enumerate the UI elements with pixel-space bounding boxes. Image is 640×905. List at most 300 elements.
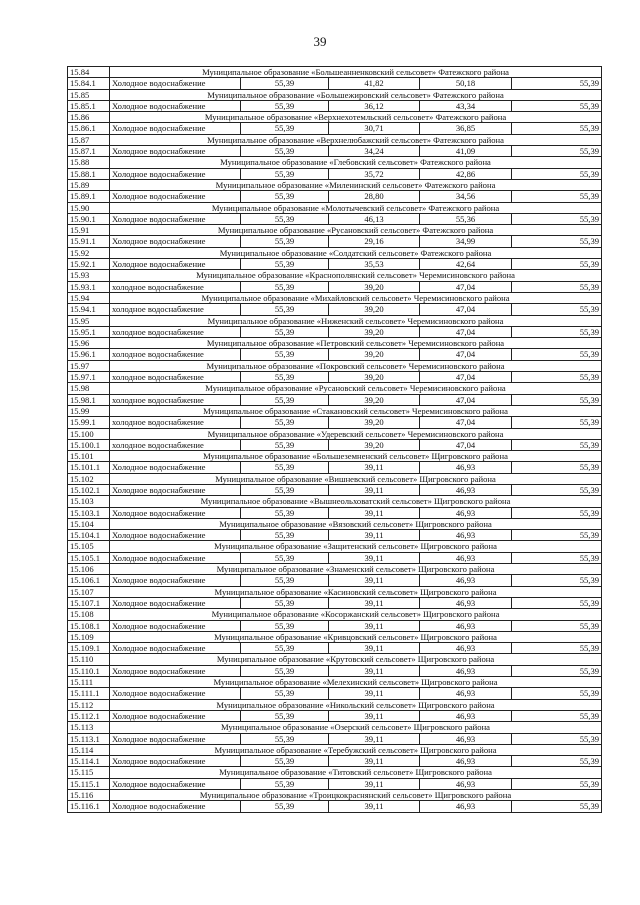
service-row [68,304,602,315]
municipality-code: 15.101 [68,451,110,462]
service-row [68,620,602,631]
service-row [68,281,602,292]
municipality-title: Муниципальное образование «Вишневский сельсовет» Щигровского района [110,473,602,484]
tariff-table [67,66,602,813]
tariff-value-3: 46,93 [420,643,512,654]
service-name: Холодное водоснабжение [110,552,241,563]
service-row [68,394,602,405]
tariff-value-4: 55,39 [512,620,602,631]
tariff-value-1: 55,39 [241,417,329,428]
municipality-code: 15.116 [68,790,110,801]
tariff-value-3: 47,04 [420,349,512,360]
tariff-value-2: 39,11 [329,620,420,631]
service-row [68,733,602,744]
municipality-row [68,405,602,416]
service-code: 15.87.1 [68,146,110,157]
tariff-value-1: 55,39 [241,191,329,202]
service-code: 15.90.1 [68,213,110,224]
municipality-title: Муниципальное образование «Никольский сельсовет» Щигровского района [110,699,602,710]
municipality-row [68,496,602,507]
municipality-code: 15.114 [68,744,110,755]
tariff-value-2: 35,53 [329,259,420,270]
tariff-value-3: 47,04 [420,326,512,337]
service-code: 15.103.1 [68,507,110,518]
service-code: 15.91.1 [68,236,110,247]
municipality-code: 15.91 [68,225,110,236]
service-row [68,439,602,450]
tariff-value-3: 46,93 [420,756,512,767]
service-row [68,349,602,360]
municipality-row [68,609,602,620]
service-name: Холодное водоснабжение [110,168,241,179]
tariff-value-1: 55,39 [241,778,329,789]
tariff-value-4: 55,39 [512,304,602,315]
service-name: холодное водоснабжение [110,326,241,337]
service-code: 15.95.1 [68,326,110,337]
municipality-code: 15.115 [68,767,110,778]
tariff-value-1: 55,39 [241,372,329,383]
tariff-value-2: 39,11 [329,756,420,767]
service-row [68,259,602,270]
tariff-value-3: 46,93 [420,620,512,631]
municipality-title: Муниципальное образование «Титовский сельсовет» Щигровского района [110,767,602,778]
tariff-value-4: 55,39 [512,123,602,134]
service-code: 15.113.1 [68,733,110,744]
service-row [68,191,602,202]
service-code: 15.94.1 [68,304,110,315]
municipality-title: Муниципальное образование «Крутовский сельсовет» Щигровского района [110,654,602,665]
tariff-value-1: 55,39 [241,146,329,157]
tariff-value-2: 39,11 [329,665,420,676]
tariff-value-2: 39,20 [329,304,420,315]
service-row [68,213,602,224]
tariff-value-4: 55,39 [512,349,602,360]
municipality-title: Муниципальное образование «Ниженский сельсовет» Черемисиновского района [110,315,602,326]
municipality-title: Муниципальное образование «Солдатский сельсовет» Фатежского района [110,247,602,258]
tariff-value-2: 39,11 [329,484,420,495]
tariff-value-2: 39,20 [329,349,420,360]
tariff-value-4: 55,39 [512,394,602,405]
municipality-row [68,292,602,303]
municipality-title: Муниципальное образование «Стакановский сельсовет» Черемисиновского района [110,405,602,416]
tariff-value-2: 39,20 [329,281,420,292]
municipality-row [68,315,602,326]
service-name: Холодное водоснабжение [110,507,241,518]
municipality-title: Муниципальное образование «Троицкокраснянский сельсовет» Щигровского района [110,790,602,801]
municipality-title: Муниципальное образование «Петровский сельсовет» Черемисиновского района [110,338,602,349]
service-name: Холодное водоснабжение [110,484,241,495]
tariff-value-3: 46,93 [420,665,512,676]
service-code: 15.92.1 [68,259,110,270]
municipality-title: Муниципальное образование «Верхнехотемльский сельсовет» Фатежского района [110,112,602,123]
tariff-value-2: 39,20 [329,394,420,405]
service-name: Холодное водоснабжение [110,801,241,812]
municipality-row [68,767,602,778]
service-code: 15.116.1 [68,801,110,812]
service-code: 15.96.1 [68,349,110,360]
tariff-value-2: 39,11 [329,733,420,744]
municipality-title: Муниципальное образование «Михайловский сельсовет» Черемисиновского района [110,292,602,303]
municipality-title: Муниципальное образование «Озерский сельсовет» Щигровского района [110,722,602,733]
tariff-value-2: 34,24 [329,146,420,157]
municipality-code: 15.102 [68,473,110,484]
service-name: холодное водоснабжение [110,417,241,428]
municipality-code: 15.113 [68,722,110,733]
tariff-value-2: 39,11 [329,507,420,518]
municipality-row [68,790,602,801]
tariff-value-2: 28,80 [329,191,420,202]
municipality-code: 15.85 [68,89,110,100]
municipality-row [68,744,602,755]
tariff-value-2: 39,11 [329,552,420,563]
service-name: холодное водоснабжение [110,372,241,383]
service-row [68,665,602,676]
tariff-value-2: 39,11 [329,462,420,473]
tariff-value-4: 55,39 [512,552,602,563]
service-name: Холодное водоснабжение [110,778,241,789]
service-name: Холодное водоснабжение [110,733,241,744]
tariff-value-2: 39,11 [329,801,420,812]
municipality-title: Муниципальное образование «Молотычевский сельсовет» Фатежского района [110,202,602,213]
service-code: 15.93.1 [68,281,110,292]
tariff-value-1: 55,39 [241,620,329,631]
tariff-value-4: 55,39 [512,372,602,383]
tariff-value-3: 43,34 [420,100,512,111]
municipality-title: Муниципальное образование «Кривцовский сельсовет» Щигровского района [110,631,602,642]
tariff-value-3: 36,85 [420,123,512,134]
service-row [68,78,602,89]
service-code: 15.100.1 [68,439,110,450]
municipality-row [68,338,602,349]
service-code: 15.108.1 [68,620,110,631]
tariff-value-2: 35,72 [329,168,420,179]
municipality-code: 15.96 [68,338,110,349]
tariff-value-1: 55,39 [241,801,329,812]
service-name: Холодное водоснабжение [110,665,241,676]
service-name: Холодное водоснабжение [110,462,241,473]
tariff-value-3: 42,86 [420,168,512,179]
tariff-value-1: 55,39 [241,439,329,450]
tariff-value-2: 36,12 [329,100,420,111]
municipality-code: 15.93 [68,270,110,281]
municipality-code: 15.95 [68,315,110,326]
municipality-row [68,179,602,190]
service-row [68,123,602,134]
municipality-title: Муниципальное образование «Русановский сельсовет» Фатежского района [110,225,602,236]
municipality-title: Муниципальное образование «Большежировский сельсовет» Фатежского района [110,89,602,100]
service-name: Холодное водоснабжение [110,756,241,767]
tariff-value-3: 46,93 [420,597,512,608]
municipality-code: 15.92 [68,247,110,258]
tariff-value-3: 47,04 [420,394,512,405]
tariff-value-2: 39,11 [329,597,420,608]
tariff-value-2: 30,71 [329,123,420,134]
tariff-value-3: 46,93 [420,710,512,721]
service-row [68,778,602,789]
municipality-row [68,699,602,710]
tariff-value-3: 46,93 [420,462,512,473]
service-code: 15.112.1 [68,710,110,721]
municipality-code: 15.106 [68,564,110,575]
municipality-row [68,247,602,258]
tariff-value-3: 46,93 [420,778,512,789]
service-row [68,575,602,586]
tariff-value-4: 55,39 [512,168,602,179]
municipality-code: 15.98 [68,383,110,394]
tariff-value-4: 55,39 [512,756,602,767]
service-code: 15.107.1 [68,597,110,608]
service-name: Холодное водоснабжение [110,259,241,270]
municipality-code: 15.110 [68,654,110,665]
tariff-value-3: 47,04 [420,439,512,450]
municipality-code: 15.108 [68,609,110,620]
tariff-value-1: 55,39 [241,575,329,586]
municipality-row [68,654,602,665]
tariff-value-2: 39,20 [329,372,420,383]
tariff-value-3: 41,09 [420,146,512,157]
tariff-value-4: 55,39 [512,439,602,450]
tariff-value-3: 50,18 [420,78,512,89]
service-name: Холодное водоснабжение [110,530,241,541]
municipality-row [68,631,602,642]
tariff-value-3: 47,04 [420,372,512,383]
tariff-value-2: 29,16 [329,236,420,247]
municipality-row [68,383,602,394]
tariff-value-4: 55,39 [512,575,602,586]
tariff-value-3: 46,93 [420,507,512,518]
service-row [68,462,602,473]
service-code: 15.98.1 [68,394,110,405]
tariff-value-1: 55,39 [241,281,329,292]
service-row [68,710,602,721]
tariff-value-4: 55,39 [512,236,602,247]
tariff-value-4: 55,39 [512,100,602,111]
tariff-value-4: 55,39 [512,665,602,676]
municipality-row [68,586,602,597]
tariff-value-2: 39,20 [329,326,420,337]
service-name: Холодное водоснабжение [110,575,241,586]
service-code: 15.104.1 [68,530,110,541]
tariff-value-4: 55,39 [512,801,602,812]
service-name: холодное водоснабжение [110,394,241,405]
municipality-row [68,89,602,100]
municipality-row [68,473,602,484]
tariff-value-1: 55,39 [241,259,329,270]
tariff-value-1: 55,39 [241,733,329,744]
municipality-row [68,518,602,529]
tariff-value-1: 55,39 [241,688,329,699]
service-name: Холодное водоснабжение [110,597,241,608]
municipality-row [68,202,602,213]
service-row [68,643,602,654]
tariff-value-1: 55,39 [241,462,329,473]
service-name: холодное водоснабжение [110,439,241,450]
municipality-title: Муниципальное образование «Большеземненский сельсовет» Щигровского района [110,451,602,462]
tariff-value-1: 55,39 [241,710,329,721]
tariff-value-1: 55,39 [241,100,329,111]
municipality-title: Муниципальное образование «Теребужский сельсовет» Щигровского района [110,744,602,755]
municipality-code: 15.90 [68,202,110,213]
tariff-value-3: 46,93 [420,530,512,541]
tariff-value-4: 55,39 [512,259,602,270]
municipality-title: Муниципальное образование «Касиновский сельсовет» Щигровского района [110,586,602,597]
service-name: Холодное водоснабжение [110,236,241,247]
tariff-value-3: 34,99 [420,236,512,247]
tariff-value-3: 55,36 [420,213,512,224]
municipality-row [68,564,602,575]
tariff-value-1: 55,39 [241,507,329,518]
municipality-title: Муниципальное образование «Покровский сельсовет» Черемисиновского района [110,360,602,371]
service-code: 15.105.1 [68,552,110,563]
municipality-code: 15.111 [68,677,110,688]
service-row [68,326,602,337]
service-code: 15.86.1 [68,123,110,134]
tariff-value-3: 42,64 [420,259,512,270]
service-name: Холодное водоснабжение [110,78,241,89]
municipality-code: 15.86 [68,112,110,123]
service-name: холодное водоснабжение [110,349,241,360]
service-row [68,552,602,563]
municipality-title: Муниципальное образование «Миленинский сельсовет» Фатежского района [110,179,602,190]
municipality-row [68,360,602,371]
tariff-value-4: 55,39 [512,530,602,541]
tariff-value-4: 55,39 [512,326,602,337]
tariff-value-3: 47,04 [420,417,512,428]
tariff-value-1: 55,39 [241,349,329,360]
tariff-value-2: 39,11 [329,778,420,789]
municipality-code: 15.84 [68,67,110,78]
service-code: 15.88.1 [68,168,110,179]
municipality-row [68,134,602,145]
service-name: Холодное водоснабжение [110,688,241,699]
tariff-value-1: 55,39 [241,236,329,247]
tariff-value-3: 47,04 [420,281,512,292]
service-code: 15.101.1 [68,462,110,473]
municipality-title: Муниципальное образование «Русановский сельсовет» Черемисиновского района [110,383,602,394]
tariff-value-1: 55,39 [241,756,329,767]
service-row [68,507,602,518]
tariff-value-3: 46,93 [420,484,512,495]
tariff-value-2: 39,11 [329,575,420,586]
service-name: Холодное водоснабжение [110,146,241,157]
municipality-title: Муниципальное образование «Краснополянский сельсовет» Черемисиновского района [110,270,602,281]
municipality-code: 15.112 [68,699,110,710]
service-row [68,597,602,608]
municipality-title: Муниципальное образование «Глебовский сельсовет» Фатежского района [110,157,602,168]
municipality-row [68,428,602,439]
tariff-value-1: 55,39 [241,665,329,676]
tariff-value-1: 55,39 [241,213,329,224]
tariff-value-2: 39,11 [329,710,420,721]
municipality-code: 15.103 [68,496,110,507]
municipality-row [68,722,602,733]
service-name: Холодное водоснабжение [110,100,241,111]
service-row [68,236,602,247]
service-name: Холодное водоснабжение [110,123,241,134]
tariff-value-1: 55,39 [241,304,329,315]
tariff-value-2: 46,13 [329,213,420,224]
municipality-row [68,677,602,688]
tariff-value-4: 55,39 [512,146,602,157]
service-row [68,372,602,383]
municipality-code: 15.94 [68,292,110,303]
service-code: 15.97.1 [68,372,110,383]
service-row [68,484,602,495]
municipality-code: 15.99 [68,405,110,416]
tariff-value-2: 39,11 [329,530,420,541]
municipality-code: 15.105 [68,541,110,552]
service-row [68,756,602,767]
tariff-value-4: 55,39 [512,213,602,224]
service-row [68,417,602,428]
tariff-value-1: 55,39 [241,78,329,89]
tariff-value-1: 55,39 [241,552,329,563]
tariff-value-2: 39,20 [329,439,420,450]
municipality-row [68,67,602,78]
service-name: Холодное водоснабжение [110,213,241,224]
tariff-value-1: 55,39 [241,597,329,608]
tariff-value-4: 55,39 [512,710,602,721]
municipality-code: 15.100 [68,428,110,439]
tariff-value-2: 39,20 [329,417,420,428]
municipality-row [68,270,602,281]
tariff-value-2: 39,11 [329,643,420,654]
tariff-value-4: 55,39 [512,778,602,789]
municipality-code: 15.107 [68,586,110,597]
tariff-value-1: 55,39 [241,643,329,654]
municipality-title: Муниципальное образование «Вышнеольховатский сельсовет» Щигровского района [110,496,602,507]
tariff-value-3: 34,56 [420,191,512,202]
tariff-value-1: 55,39 [241,123,329,134]
tariff-value-2: 39,11 [329,688,420,699]
tariff-value-1: 55,39 [241,394,329,405]
tariff-value-4: 55,39 [512,484,602,495]
service-row [68,530,602,541]
tariff-value-1: 55,39 [241,326,329,337]
service-code: 15.102.1 [68,484,110,495]
tariff-value-3: 46,93 [420,801,512,812]
service-name: холодное водоснабжение [110,304,241,315]
service-code: 15.115.1 [68,778,110,789]
tariff-value-4: 55,39 [512,78,602,89]
service-code: 15.109.1 [68,643,110,654]
municipality-title: Муниципальное образование «Удеревский сельсовет» Черемисиновского района [110,428,602,439]
service-code: 15.111.1 [68,688,110,699]
municipality-row [68,451,602,462]
municipality-code: 15.104 [68,518,110,529]
page-number: 39 [313,34,327,49]
municipality-code: 15.87 [68,134,110,145]
tariff-value-2: 41,82 [329,78,420,89]
municipality-title: Муниципальное образование «Знаменский сельсовет» Щигровского района [110,564,602,575]
tariff-value-4: 55,39 [512,281,602,292]
tariff-value-4: 55,39 [512,733,602,744]
service-code: 15.84.1 [68,78,110,89]
municipality-title: Муниципальное образование «Большеанненковский сельсовет» Фатежского района [110,67,602,78]
service-row [68,688,602,699]
municipality-code: 15.89 [68,179,110,190]
municipality-title: Муниципальное образование «Косоржанский сельсовет» Щигровского района [110,609,602,620]
service-name: Холодное водоснабжение [110,710,241,721]
municipality-row [68,225,602,236]
service-row [68,100,602,111]
service-row [68,801,602,812]
tariff-value-3: 46,93 [420,733,512,744]
tariff-value-3: 46,93 [420,688,512,699]
service-code: 15.106.1 [68,575,110,586]
service-code: 15.85.1 [68,100,110,111]
municipality-title: Муниципальное образование «Мелехинский сельсовет» Щигровского района [110,677,602,688]
